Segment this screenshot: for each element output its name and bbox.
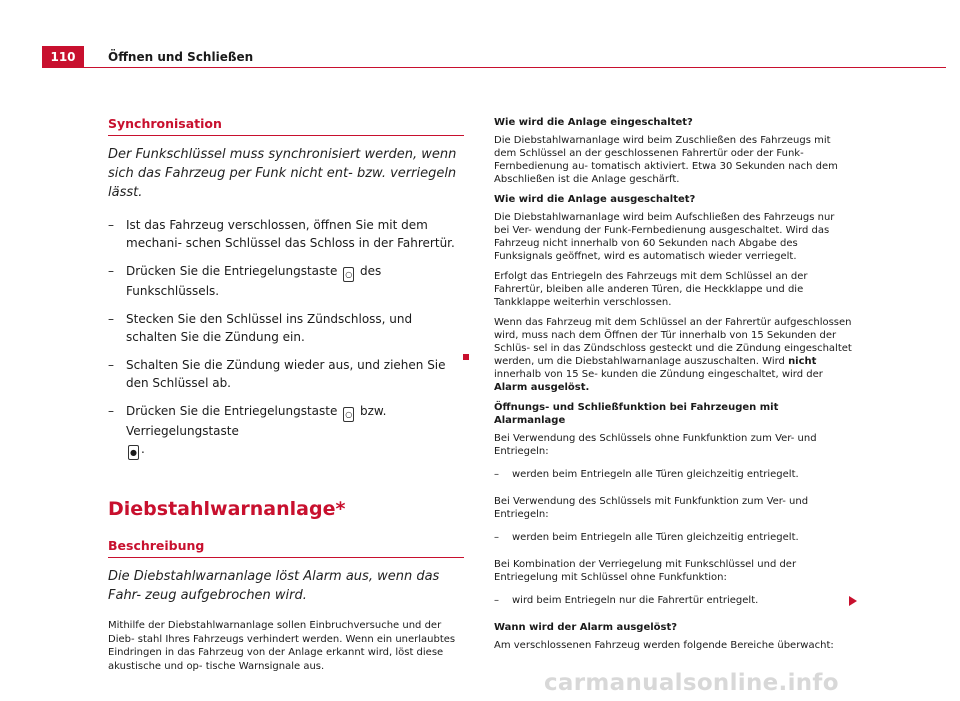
paragraph: Die Diebstahlwarnanlage wird beim Aufschließen des Fahrzeugs nur bei Ver- wendung der Funk-Fernbedienung ausgeschaltet. Wird das Fahrzeug nicht innerhalb von 60 Sekunden nach Abgabe des Funksignals geöffnet, wird es automatisch wieder verriegelt.: [494, 212, 835, 262]
list-item: [108, 216, 464, 252]
section-title-synchronisation: Synchronisation: [108, 116, 464, 136]
dash-marker: –: [108, 312, 114, 326]
watermark: carmanualsonline.info: [544, 670, 839, 696]
bold-text: Alarm ausgelöst.: [494, 382, 590, 393]
continue-arrow-icon: [849, 596, 857, 606]
dash-marker: –: [108, 264, 114, 278]
list-text: wird beim Entriegeln nur die Fahrertür entriegelt.: [512, 595, 759, 606]
dash-marker: –: [494, 532, 499, 543]
dash-marker: –: [108, 404, 114, 418]
left-column: [108, 116, 464, 673]
paragraph: Am verschlossenen Fahrzeug werden folgende Bereiche überwacht:: [494, 640, 834, 651]
paragraph: Bei Verwendung des Schlüssels mit Funkfunktion zum Ver- und Entriegeln:: [494, 496, 809, 520]
unlock-key-icon: ○: [343, 407, 354, 422]
list-item: [108, 262, 464, 300]
step-text: Ist das Fahrzeug verschlossen, öffnen Sie mit dem mechani- schen Schlüssel das Schloss in der Fahrertür.: [126, 218, 455, 250]
paragraph-text: innerhalb von 15 Se- kunden die Zündung eingeschaltet, wird der: [494, 369, 823, 380]
list-item: [108, 402, 464, 460]
step-text: bzw. Verriegelungstaste: [126, 404, 387, 438]
page-title: Diebstahlwarnanlage*: [108, 498, 346, 520]
list-item: [108, 310, 464, 346]
sync-lead: Der Funkschlüssel muss synchronisiert werden, wenn sich das Fahrzeug per Funk nicht ent- bzw. verriegeln lässt.: [108, 147, 457, 200]
paragraph: Die Diebstahlwarnanlage wird beim Zuschließen des Fahrzeugs mit dem Schlüssel an der geschlossenen Fahrertür oder der Funk-Fernbedienung au- tomatisch aktiviert. Etwa 30 Sekunden nach dem Abschließen ist die Anlage geschärft.: [494, 135, 838, 185]
list-item: [108, 356, 464, 392]
dash-marker: –: [494, 595, 499, 606]
lock-key-icon: ●: [128, 445, 139, 460]
question-heading: Wann wird der Alarm ausgelöst?: [494, 622, 678, 633]
step-text: Stecken Sie den Schlüssel ins Zündschloss, und schalten Sie die Zündung ein.: [126, 312, 413, 344]
section-title-beschreibung: Beschreibung: [108, 538, 464, 558]
question-heading: Öffnungs- und Schließfunktion bei Fahrzeugen mit Alarmanlage: [494, 402, 779, 426]
page-header: [42, 46, 946, 68]
bold-text: nicht: [788, 356, 817, 367]
step-text: Schalten Sie die Zündung wieder aus, und ziehen Sie den Schlüssel ab.: [126, 358, 446, 390]
right-column: [494, 116, 852, 659]
list-item: [494, 531, 852, 544]
list-text: werden beim Entriegeln alle Türen gleichzeitig entriegelt.: [512, 469, 799, 480]
paragraph: [494, 316, 852, 394]
desc-lead: Die Diebstahlwarnanlage löst Alarm aus, wenn das Fahr- zeug aufgebrochen wird.: [108, 569, 440, 603]
step-text: des Funkschlüssels.: [126, 264, 382, 298]
section-end-marker: [463, 354, 469, 360]
question-heading: Wie wird die Anlage eingeschaltet?: [494, 117, 693, 128]
list-item: [494, 594, 852, 607]
dash-marker: –: [494, 469, 499, 480]
dash-marker: –: [108, 358, 114, 372]
unlock-key-icon: ○: [343, 267, 354, 282]
list-item: [494, 468, 852, 481]
list-text: werden beim Entriegeln alle Türen gleichzeitig entriegelt.: [512, 532, 799, 543]
header-rule: [42, 67, 946, 68]
step-text: Drücken Sie die Entriegelungstaste: [126, 404, 338, 418]
page-number: 110: [42, 46, 84, 68]
question-heading: Wie wird die Anlage ausgeschaltet?: [494, 194, 696, 205]
paragraph: Erfolgt das Entriegeln des Fahrzeugs mit dem Schlüssel an der Fahrertür, bleiben alle anderen Türen, die Heckklappe und die Tankklappe weiterhin verschlossen.: [494, 271, 808, 308]
step-text: Drücken Sie die Entriegelungstaste: [126, 264, 338, 278]
desc-body: Mithilfe der Diebstahlwarnanlage sollen Einbruchversuche und der Dieb- stahl Ihres Fahrzeugs verhindert werden. Wenn ein unerlaubtes Eindringen in das Fahrzeug von der Anlage erkannt wird, löst diese akustische und op- tische Warnsignale aus.: [108, 620, 456, 672]
chapter-title: Öffnen und Schließen: [108, 50, 254, 64]
step-text: .: [141, 442, 145, 456]
dash-marker: –: [108, 218, 114, 232]
paragraph: Bei Verwendung des Schlüssels ohne Funkfunktion zum Ver- und Entriegeln:: [494, 433, 817, 457]
paragraph: Bei Kombination der Verriegelung mit Funkschlüssel und der Entriegelung mit Schlüssel ohne Funkfunktion:: [494, 559, 797, 583]
paragraph-text: Wenn das Fahrzeug mit dem Schlüssel an der Fahrertür aufgeschlossen wird, muss nach dem Öffnen der Tür innerhalb von 15 Sekunden der Schlüs- sel in das Zündschloss gesteckt und die Zündung eingeschaltet werden, um die Diebstahlwarnanlage auszuschalten. Wird: [494, 317, 852, 367]
